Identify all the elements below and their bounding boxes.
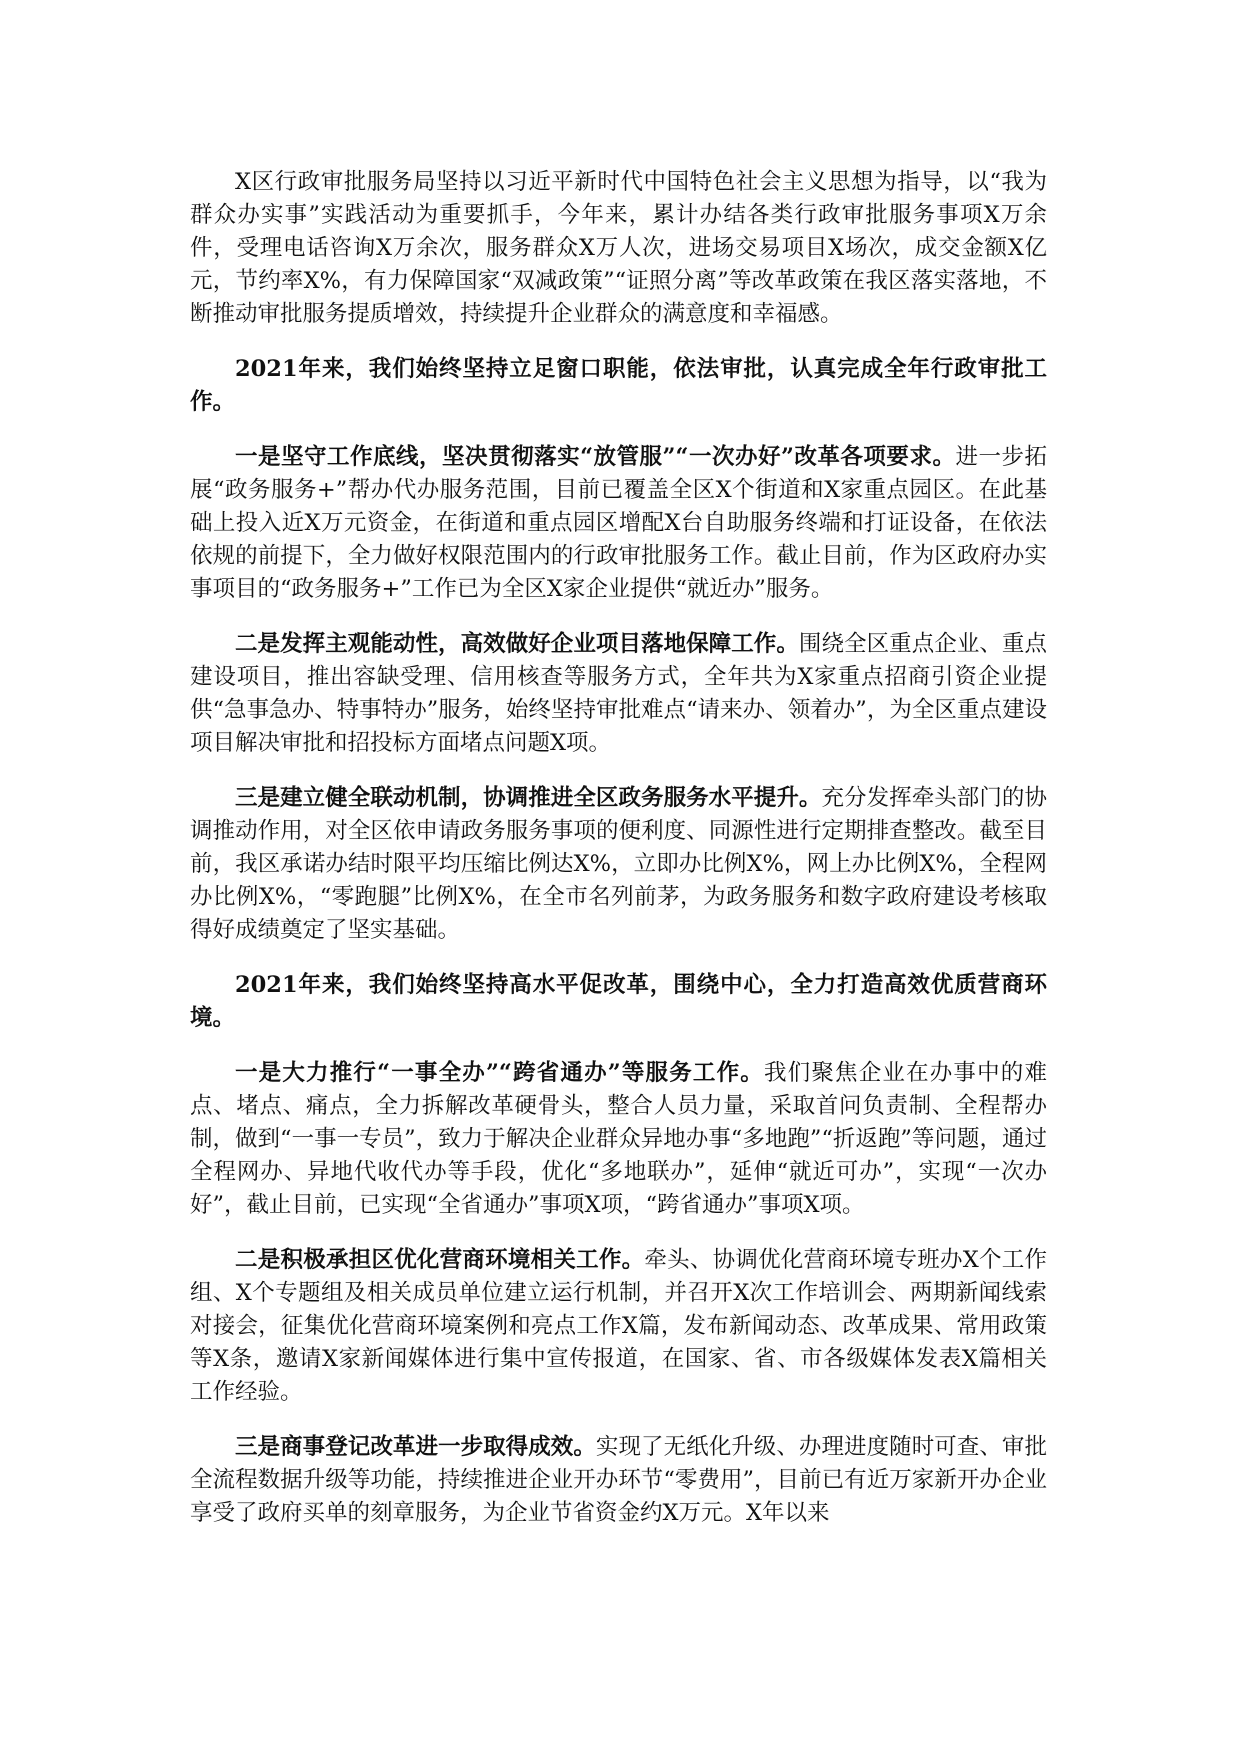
paragraph-lead: 一是大力推行“一事全办”“跨省通办”等服务工作。 (235, 1060, 764, 1086)
section-heading-reform (190, 969, 1047, 1035)
paragraph-reform-1 (190, 1057, 1047, 1222)
heading-text: 2021年来，我们始终坚持立足窗口职能，依法审批，认真完成全年行政审批工作。 (190, 356, 1047, 415)
section-heading-approval (190, 353, 1047, 419)
paragraph-text: 围绕全区重点企业、重点建设项目，推出容缺受理、信用核查等服务方式，全年共为X家重点招商引资企业提供“急事急办、特事特办”服务，始终坚持审批难点“请来办、领着办”，为全区重点建设项目解决审批和招投标方面堵点问题X项。 (190, 631, 1047, 756)
paragraph-lead: 二是发挥主观能动性，高效做好企业项目落地保障工作。 (235, 631, 799, 657)
paragraph-lead: 二是积极承担区优化营商环境相关工作。 (235, 1247, 645, 1273)
paragraph-lead: 三是商事登记改革进一步取得成效。 (235, 1434, 596, 1460)
document-body (190, 166, 1047, 1552)
paragraph-lead: 三是建立健全联动机制，协调推进全区政务服务水平提升。 (235, 785, 822, 811)
paragraph-approval-2 (190, 628, 1047, 760)
paragraph-approval-1 (190, 441, 1047, 606)
paragraph-reform-2 (190, 1244, 1047, 1409)
paragraph-text: 进一步拓展“政务服务+”帮办代办服务范围，目前已覆盖全区X个街道和X家重点园区。在此基础上投入近X万元资金，在街道和重点园区增配X台自助服务终端和打证设备，在依法依规的前提下，全力做好权限范围内的行政审批服务工作。截止目前，作为区政府办实事项目的“政务服务+”工作已为全区X家企业提供“就近办”服务。 (190, 444, 1047, 602)
heading-text: 2021年来，我们始终坚持高水平促改革，围绕中心，全力打造高效优质营商环境。 (190, 972, 1047, 1031)
paragraph-lead: 一是坚守工作底线，坚决贯彻落实“放管服”“一次办好”改革各项要求。 (235, 444, 956, 470)
paragraph-text: 牵头、协调优化营商环境专班办X个工作组、X个专题组及相关成员单位建立运行机制，并召开X次工作培训会、两期新闻线索对接会，征集优化营商环境案例和亮点工作X篇，发布新闻动态、改革成果、常用政策等X条，邀请X家新闻媒体进行集中宣传报道，在国家、省、市各级媒体发表X篇相关工作经验。 (190, 1247, 1047, 1405)
paragraph-approval-3 (190, 782, 1047, 947)
paragraph-text: 我们聚焦企业在办事中的难点、堵点、痛点，全力拆解改革硬骨头，整合人员力量，采取首问负责制、全程帮办制，做到“一事一专员”，致力于解决企业群众异地办事“多地跑”“折返跑”等问题，通过全程网办、异地代收代办等手段，优化“多地联办”，延伸“就近可办”，实现“一次办好”，截止目前，已实现“全省通办”事项X项，“跨省通办”事项X项。 (190, 1060, 1047, 1218)
intro-paragraph (190, 166, 1047, 331)
paragraph-text: 充分发挥牵头部门的协调推动作用，对全区依申请政务服务事项的便利度、同源性进行定期排查整改。截至目前，我区承诺办结时限平均压缩比例达X%，立即办比例X%，网上办比例X%，全程网办比例X%，“零跑腿”比例X%，在全市名列前茅，为政务服务和数字政府建设考核取得好成绩奠定了坚实基础。 (190, 785, 1047, 943)
paragraph-text: X区行政审批服务局坚持以习近平新时代中国特色社会主义思想为指导，以“我为群众办实事”实践活动为重要抓手，今年来，累计办结各类行政审批服务事项X万余件，受理电话咨询X万余次，服务群众X万人次，进场交易项目X场次，成交金额X亿元，节约率X%，有力保障国家“双减政策”“证照分离”等改革政策在我区落实落地，不断推动审批服务提质增效，持续提升企业群众的满意度和幸福感。 (190, 169, 1047, 327)
paragraph-text: 实现了无纸化升级、办理进度随时可查、审批全流程数据升级等功能，持续推进企业开办环节“零费用”，目前已有近万家新开办企业享受了政府买单的刻章服务，为企业节省资金约X万元。X年以来 (190, 1434, 1047, 1526)
paragraph-reform-3 (190, 1431, 1047, 1530)
